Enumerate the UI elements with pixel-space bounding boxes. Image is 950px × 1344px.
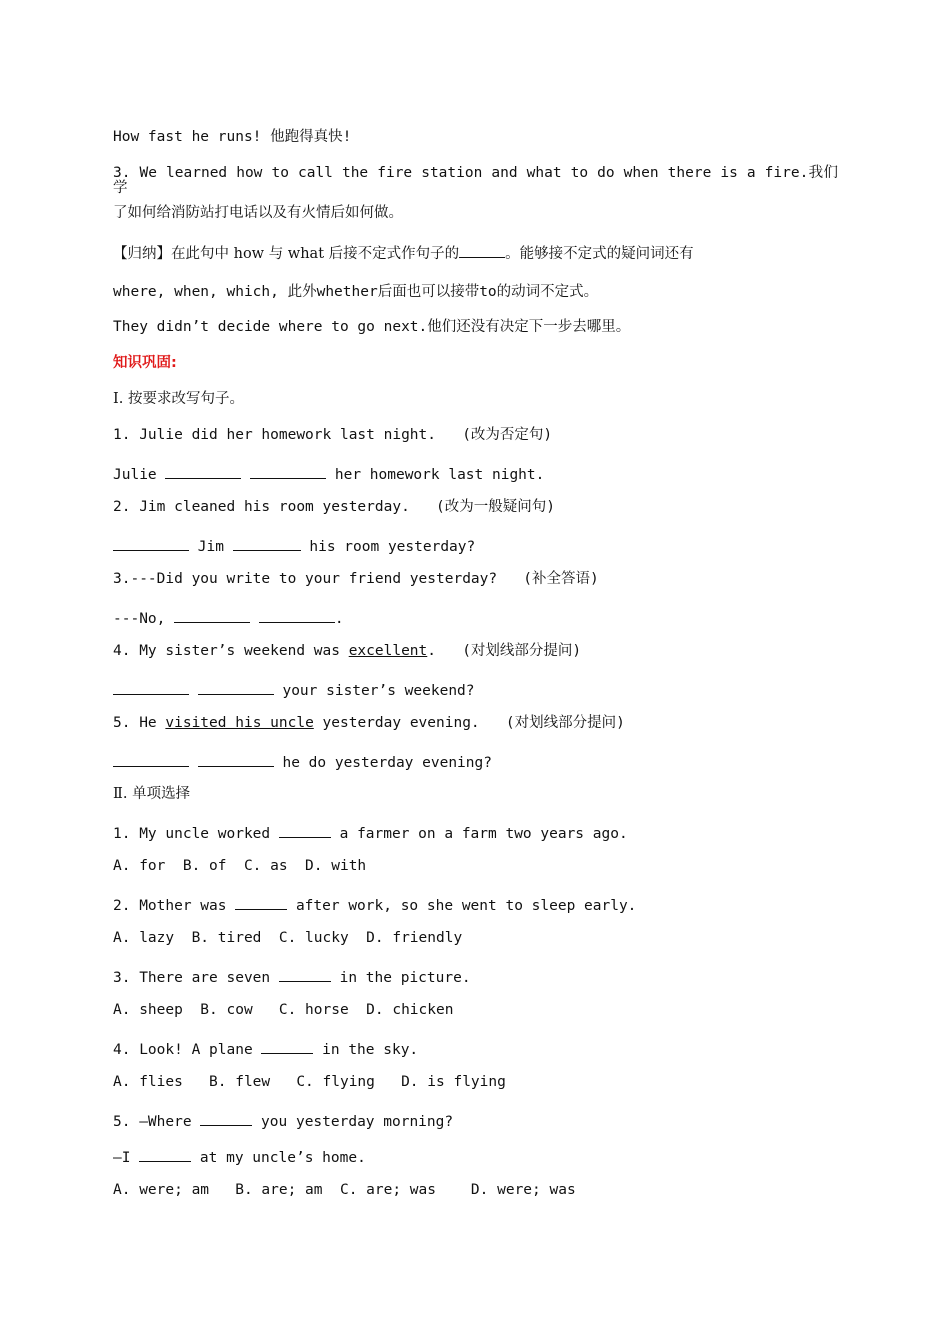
answer-blank [165,464,241,479]
question-text: 5. —Where [113,1114,201,1130]
item-3-english: 3. We learned how to call the fire station and what to do when there is a fire.我们学 [113,165,838,196]
question-text: 3. There are seven [113,970,279,986]
question-text: a farmer on a farm two years ago. [330,826,628,842]
answer-blank [198,680,274,695]
answer-text: ---No, [113,611,175,627]
answer-blank [233,536,301,551]
answer-text: . [334,611,344,627]
part2-q1-options: A. for B. of C. as D. with [113,858,367,874]
example-sentence-how-fast: How fast he runs! 他跑得真快! [113,129,352,145]
question-text: yesterday evening. (对划线部分提问) [313,715,625,731]
answer-blank [113,680,189,695]
answer-text: his room yesterday? [300,539,476,555]
answer-text: her homework last night. [326,467,545,483]
part2-q4-options: A. flies B. flew C. flying D. is flying [113,1074,506,1090]
summary-line-2: where, when, which, 此外whether后面也可以接带to的动词不定式。 [113,284,599,300]
summary-text-b: 。能够接不定式的疑问词还有 [505,246,694,262]
question-text: 4. My sister’s weekend was [113,643,349,659]
part1-q1: 1. Julie did her homework last night. (改为否定句) [113,427,553,443]
part2-q5-options: A. were; am B. are; am C. are; was D. were; was [113,1182,576,1198]
answer-blank [198,752,274,767]
part2-q2-options: A. lazy B. tired C. lucky D. friendly [113,930,463,946]
example-sentence-where: They didn’t decide where to go next.他们还没有决定下一步去哪里。 [113,319,631,335]
part2-q4 [113,1039,418,1059]
summary-text-a: 【归纳】在此句中 how 与 what 后接不定式作句子的 [113,246,460,262]
underlined-word: excellent [348,643,428,659]
question-text: 5. He [113,715,166,731]
answer-blank [235,895,287,910]
question-text: 1. My uncle worked [113,826,279,842]
question-text: in the sky. [313,1042,419,1058]
answer-blank [139,1147,191,1162]
part2-q5-response [113,1147,366,1167]
answer-blank [261,1039,313,1054]
part1-q1-answer [113,464,544,484]
answer-text: your sister’s weekend? [273,683,475,699]
part1-q5 [113,716,625,736]
item-3-translation: 了如何给消防站打电话以及有火情后如何做。 [113,205,403,221]
answer-blank [113,752,189,767]
question-text: after work, so she went to sleep early. [287,898,637,914]
question-text: . (对划线部分提问) [427,643,582,659]
answer-blank [279,823,331,838]
answer-text: Julie [113,467,166,483]
part1-q3: 3.---Did you write to your friend yesterday? (补全答语) [113,571,599,587]
part2-q2 [113,895,636,915]
question-text: 4. Look! A plane [113,1042,262,1058]
answer-blank [259,608,335,623]
question-text: at my uncle’s home. [191,1150,366,1166]
answer-text: Jim [189,539,233,555]
answer-blank [113,536,189,551]
question-text: 2. Mother was [113,898,236,914]
summary-blank [459,243,505,258]
part2-q3-options: A. sheep B. cow C. horse D. chicken [113,1002,454,1018]
part2-q5 [113,1111,453,1131]
part1-q4-answer [113,680,475,700]
question-text: you yesterday morning? [252,1114,454,1130]
part1-q4 [113,644,581,664]
part2-q3 [113,967,471,987]
answer-text: he do yesterday evening? [273,755,492,771]
question-text: —I [113,1150,140,1166]
section-title: 知识巩固: [113,355,177,371]
answer-blank [174,608,250,623]
answer-blank [279,967,331,982]
answer-blank [200,1111,252,1126]
question-text: in the picture. [330,970,471,986]
part2-q1 [113,823,628,843]
part1-title: Ⅰ. 按要求改写句子。 [113,391,244,407]
underlined-phrase: visited his uncle [165,715,314,731]
answer-blank [250,464,326,479]
summary-line-1 [113,243,694,263]
part1-q2-answer [113,536,475,556]
part1-q5-answer [113,752,492,772]
part1-q2: 2. Jim cleaned his room yesterday. (改为一般疑问句) [113,499,555,515]
part2-title: Ⅱ. 单项选择 [113,786,191,802]
part1-q3-answer [113,608,344,628]
